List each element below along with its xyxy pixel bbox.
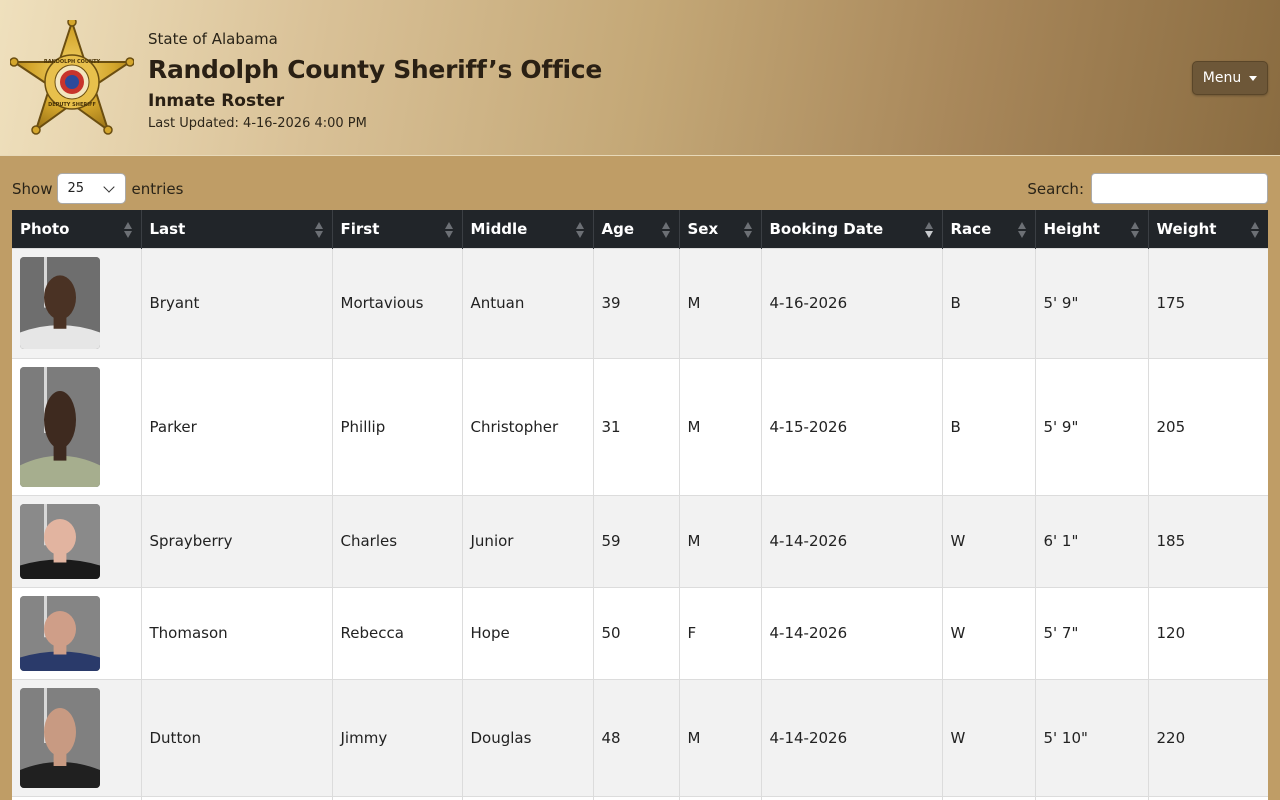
height-cell: 5' 9" <box>1035 248 1148 358</box>
table-row[interactable] <box>12 587 1268 679</box>
height-cell: 5' 10" <box>1035 679 1148 796</box>
sex-cell <box>679 796 761 800</box>
table-row[interactable] <box>12 679 1268 796</box>
race-cell: W <box>942 587 1035 679</box>
middle-name-cell: Christopher <box>462 358 593 495</box>
race-cell <box>942 796 1035 800</box>
column-header-label: Race <box>950 219 992 238</box>
sex-cell: M <box>679 358 761 495</box>
sort-icon <box>315 222 323 238</box>
photo-cell <box>12 796 141 800</box>
show-label: Show <box>12 179 53 198</box>
sort-icon <box>744 222 752 238</box>
column-header-height[interactable] <box>1035 210 1148 248</box>
sex-cell: M <box>679 679 761 796</box>
column-header-first[interactable] <box>332 210 462 248</box>
booking-date-cell: 4-16-2026 <box>761 248 942 358</box>
sort-icon <box>1251 222 1259 238</box>
badge-text-top: RANDOLPH COUNTY <box>43 59 101 65</box>
race-cell: B <box>942 358 1035 495</box>
table-row[interactable] <box>12 495 1268 587</box>
sort-icon <box>1018 222 1026 238</box>
last-updated: Last Updated: 4-16-2026 4:00 PM <box>148 116 367 131</box>
first-name-cell <box>332 796 462 800</box>
entries-value: 25 <box>67 181 85 196</box>
sort-icon <box>1131 222 1139 238</box>
column-header-weight[interactable] <box>1148 210 1268 248</box>
column-header-middle[interactable] <box>462 210 593 248</box>
column-header-photo[interactable] <box>12 210 141 248</box>
height-cell: 5' 9" <box>1035 358 1148 495</box>
photo-cell <box>12 358 141 495</box>
state-name: State of Alabama <box>148 30 278 48</box>
column-header-last[interactable] <box>141 210 332 248</box>
column-header-label: Photo <box>20 219 70 238</box>
age-cell: 31 <box>593 358 679 495</box>
height-cell <box>1035 796 1148 800</box>
inmate-table-container <box>12 210 1268 800</box>
first-name-cell: Rebecca <box>332 587 462 679</box>
column-header-label: Sex <box>687 219 719 238</box>
weight-cell: 120 <box>1148 587 1268 679</box>
booking-date-cell: 4-15-2026 <box>761 358 942 495</box>
height-cell: 5' 7" <box>1035 587 1148 679</box>
sheriff-star-badge-icon <box>10 20 134 138</box>
booking-date-cell: 4-14-2026 <box>761 679 942 796</box>
mugshot-photo[interactable] <box>20 504 100 579</box>
entries-label: entries <box>131 179 184 198</box>
middle-name-cell: Hope <box>462 587 593 679</box>
mugshot-photo[interactable] <box>20 688 100 788</box>
last-name-cell: Dutton <box>141 679 332 796</box>
weight-cell: 185 <box>1148 495 1268 587</box>
mugshot-photo[interactable] <box>20 367 100 487</box>
table-row[interactable] <box>12 248 1268 358</box>
search-control <box>1027 173 1268 204</box>
weight-cell: 205 <box>1148 358 1268 495</box>
inmate-table <box>12 210 1268 800</box>
sort-icon <box>124 222 132 238</box>
age-cell <box>593 796 679 800</box>
column-header-label: Height <box>1043 219 1100 238</box>
middle-name-cell <box>462 796 593 800</box>
age-cell: 48 <box>593 679 679 796</box>
menu-button-label: Menu <box>1202 70 1242 86</box>
office-title: Randolph County Sheriff’s Office <box>148 55 602 84</box>
weight-cell <box>1148 796 1268 800</box>
menu-button[interactable] <box>1192 61 1268 95</box>
column-header-age[interactable] <box>593 210 679 248</box>
weight-cell: 175 <box>1148 248 1268 358</box>
photo-cell <box>12 495 141 587</box>
booking-date-cell: 4-14-2026 <box>761 587 942 679</box>
middle-name-cell: Antuan <box>462 248 593 358</box>
photo-cell <box>12 587 141 679</box>
column-header-label: Age <box>601 219 635 238</box>
first-name-cell: Jimmy <box>332 679 462 796</box>
column-header-booking-date[interactable] <box>761 210 942 248</box>
page-title: Inmate Roster <box>148 91 285 111</box>
last-name-cell <box>141 796 332 800</box>
race-cell: W <box>942 679 1035 796</box>
search-label: Search: <box>1027 179 1084 198</box>
age-cell: 59 <box>593 495 679 587</box>
last-name-cell: Thomason <box>141 587 332 679</box>
booking-date-cell <box>761 796 942 800</box>
age-cell: 50 <box>593 587 679 679</box>
mugshot-photo[interactable] <box>20 257 100 349</box>
sort-icon <box>445 222 453 238</box>
sort-icon <box>662 222 670 238</box>
search-input[interactable] <box>1091 173 1268 204</box>
booking-date-cell: 4-14-2026 <box>761 495 942 587</box>
first-name-cell: Mortavious <box>332 248 462 358</box>
column-header-sex[interactable] <box>679 210 761 248</box>
entries-control <box>12 173 183 204</box>
sex-cell: M <box>679 495 761 587</box>
column-header-label: Weight <box>1156 219 1217 238</box>
column-header-label: Middle <box>470 219 528 238</box>
header-text <box>148 29 602 133</box>
race-cell: B <box>942 248 1035 358</box>
first-name-cell: Phillip <box>332 358 462 495</box>
caret-down-icon <box>1249 76 1257 81</box>
page-header <box>0 0 1280 156</box>
age-cell: 39 <box>593 248 679 358</box>
table-row[interactable] <box>12 358 1268 495</box>
column-header-label: Last <box>149 219 186 238</box>
entries-select[interactable] <box>57 173 126 204</box>
table-header-row <box>12 210 1268 248</box>
column-header-label: First <box>340 219 380 238</box>
column-header-race[interactable] <box>942 210 1035 248</box>
sex-cell: F <box>679 587 761 679</box>
mugshot-photo[interactable] <box>20 596 100 671</box>
first-name-cell: Charles <box>332 495 462 587</box>
last-name-cell: Bryant <box>141 248 332 358</box>
middle-name-cell: Douglas <box>462 679 593 796</box>
last-name-cell: Sprayberry <box>141 495 332 587</box>
height-cell: 6' 1" <box>1035 495 1148 587</box>
sort-icon <box>576 222 584 238</box>
last-name-cell: Parker <box>141 358 332 495</box>
middle-name-cell: Junior <box>462 495 593 587</box>
weight-cell: 220 <box>1148 679 1268 796</box>
photo-cell <box>12 679 141 796</box>
race-cell: W <box>942 495 1035 587</box>
sex-cell: M <box>679 248 761 358</box>
sort-descending-icon <box>925 222 933 238</box>
table-row[interactable] <box>12 796 1268 800</box>
column-header-label: Booking Date <box>769 219 884 238</box>
chevron-down-icon <box>104 181 115 192</box>
badge-text-bottom: DEPUTY SHERIFF <box>48 102 96 108</box>
photo-cell <box>12 248 141 358</box>
